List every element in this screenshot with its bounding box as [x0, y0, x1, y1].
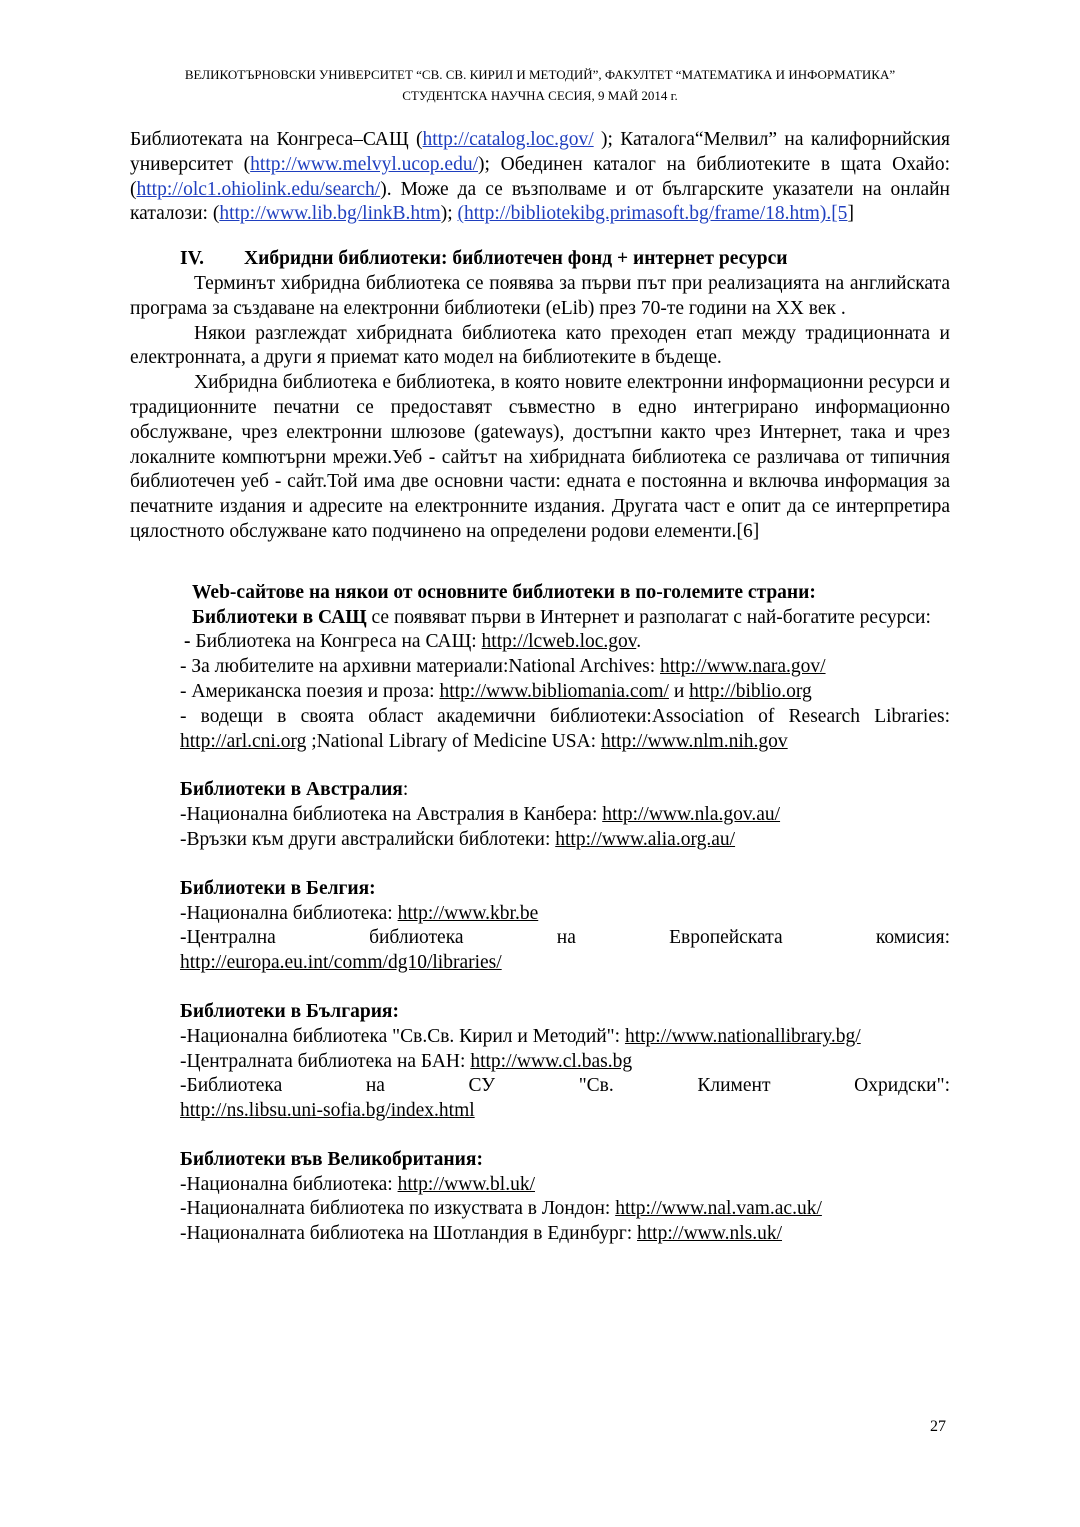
link-primasoft[interactable]: (http://bibliotekibg.primasoft.bg/frame/18.htm).[5	[457, 203, 848, 225]
list-item: -Национална библиотека на Австралия в Канбера: http://www.nla.gov.au/	[180, 804, 781, 826]
websites-heading: Web-сайтове на някои от основните библиотеки в по-големите страни:	[192, 581, 816, 603]
link-nationallibrary[interactable]: http://www.nationallibrary.bg/	[624, 1025, 861, 1047]
list-item-text: -Библиотека на СУ "Св. Климент Охридски":	[180, 1075, 950, 1097]
list-item: - Библиотека на Конгреса на САЩ: http://lcweb.loc.gov.	[184, 631, 642, 653]
link-europa[interactable]: http://europa.eu.int/comm/dg10/libraries/	[180, 952, 502, 974]
bulgaria-group	[130, 1000, 950, 1124]
section-number: IV.	[180, 248, 205, 270]
list-item: -Връзки към други австралийски библотеки: http://www.alia.org.au/	[180, 828, 736, 850]
list-item: -Централната библиотека на БАН: http://www.cl.bas.bg	[180, 1050, 633, 1072]
group-title: Библиотеки в България:	[180, 1000, 399, 1022]
running-header-line-1: ВЕЛИКОТЪРНОВСКИ УНИВЕРСИТЕТ “СВ. СВ. КИРИЛ И МЕТОДИЙ”, ФАКУЛТЕТ “МАТЕМАТИКА И ИНФОРМАТИКА”	[184, 67, 896, 82]
list-item: -Националната библиотека на Шотландия в Единбург: http://www.nls.uk/	[180, 1223, 783, 1245]
link-nara[interactable]: http://www.nara.gov/	[660, 656, 826, 678]
list-item: - Американска поезия и проза: http://www.bibliomania.com/ и http://biblio.org	[180, 680, 812, 702]
link-bibliomania[interactable]: http://www.bibliomania.com/	[439, 680, 669, 702]
usa-intro: Библиотеки в САЩ се появяват първи в Интернет и разполагат с най-богатите ресурси:	[192, 606, 931, 628]
list-item: -Националната библиотека по изкуствата в Лондон: http://www.nal.vam.ac.uk/	[180, 1198, 822, 1220]
list-item: -Национална библиотека "Св.Св. Кирил и Методий": http://www.nationallibrary.bg/	[180, 1025, 861, 1047]
intro-paragraph: Библиотеката на Конгреса–САЩ (http://catalog.loc.gov/ ); Каталога“Мелвил” на калифорнийския университет (http://www.melvyl.ucop.edu/); Обединен каталог на библиотеките в щата Охайо: (http://olc1.ohiolink.edu/search/). Може да се възполваме и от българските указатели на онлайн каталози: (http://www.lib.bg/linkB.htm); (http://bibliotekibg.primasoft.bg/frame/18.htm).[5]	[130, 129, 951, 225]
link-catalog-loc[interactable]: http://catalog.loc.gov/	[422, 129, 594, 150]
link-nls[interactable]: http://www.nls.uk/	[637, 1223, 783, 1245]
section-title: Хибридни библиотеки: библиотечен фонд + интернет ресурси	[244, 248, 788, 270]
uk-group	[130, 1148, 950, 1247]
link-biblio[interactable]: http://biblio.org	[689, 680, 812, 702]
list-item: -Национална библиотека: http://www.bl.uk/	[180, 1173, 535, 1195]
usa-list	[130, 630, 950, 754]
section-heading	[130, 247, 950, 272]
link-cl-bas[interactable]: http://www.cl.bas.bg	[470, 1050, 633, 1072]
page-number: 27	[930, 1418, 946, 1435]
link-bl[interactable]: http://www.bl.uk/	[397, 1173, 535, 1195]
link-nal-vam[interactable]: http://www.nal.vam.ac.uk/	[615, 1198, 822, 1220]
link-melvyl[interactable]: http://www.melvyl.ucop.edu/	[250, 153, 478, 175]
group-title: Библиотеки във Великобритания:	[180, 1148, 483, 1170]
link-nlm[interactable]: http://www.nlm.nih.gov	[600, 730, 788, 752]
paragraph: Терминът хибридна библиотека се появява за първи път при реализацията на английската програма за създаване на електронни библиотеки (eLib) през 70-те години на XX век .	[130, 272, 950, 319]
list-item-text: -Централна библиотека на Европейската комисия:	[180, 927, 950, 949]
link-alia[interactable]: http://www.alia.org.au/	[555, 828, 736, 850]
list-item: - водещи в своята област академични библиотеки:Association of Research Libraries: http://arl.cni.org ;National Library of Medicine USA: http://www.nlm.nih.gov	[180, 705, 950, 752]
link-lcweb[interactable]: http://lcweb.loc.gov	[481, 631, 637, 653]
group-title: Библиотеки в Австралия	[180, 779, 403, 801]
australia-group: Библиотеки в Австралия: -Национална библиотека на Австралия в Канбера: http://www.nla.gov.au/ -Връзки към други австралийски библотеки: http://www.alia.org.au/	[130, 778, 950, 852]
list-item: -Национална библиотека: http://www.kbr.be	[180, 902, 539, 924]
list-item: - За любителите на архивни материали:National Archives: http://www.nara.gov/	[180, 656, 826, 678]
link-arl[interactable]: http://arl.cni.org	[180, 730, 307, 752]
link-ohiolink[interactable]: http://olc1.ohiolink.edu/search/	[136, 178, 381, 200]
link-libsu[interactable]: http://ns.libsu.uni-sofia.bg/index.html	[180, 1100, 475, 1122]
page-body	[130, 128, 950, 1247]
link-lib-bg[interactable]: http://www.lib.bg/linkB.htm	[219, 203, 441, 225]
paragraph: Някои разглеждат хибридната библиотека като преходен етап между традиционната и електронната, а други я приемат като модел на библиотеките в бъдеще.	[130, 322, 950, 369]
paragraph: Хибридна библиотека е библиотека, в която новите електронни информационни ресурси и традиционните печатни се предоставят съвместно в едно интегрирано информационно обслужване, чрез електронни шлюзове (gateways), достъпни както чрез Интернет, така и чрез локалните компютърни мрежи.Уеб - сайтът на хибридната библиотека се различава от типичния библиотечен уеб - сайт.Той има две основни части: едната е постоянна и включва информация за печатните издания и адресите на електронните издания. Другата част е опит да се интерпретира цялостното обслужване като подчинено на определени родови елементи.[6]	[130, 372, 950, 542]
link-nla[interactable]: http://www.nla.gov.au/	[602, 804, 781, 826]
link-kbr[interactable]: http://www.kbr.be	[397, 902, 539, 924]
group-title: Библиотеки в Белгия:	[180, 877, 376, 899]
belgium-group	[130, 877, 950, 976]
running-header-line-2: СТУДЕНТСКА НАУЧНА СЕСИЯ, 9 МАЙ 2014 г.	[402, 88, 678, 103]
